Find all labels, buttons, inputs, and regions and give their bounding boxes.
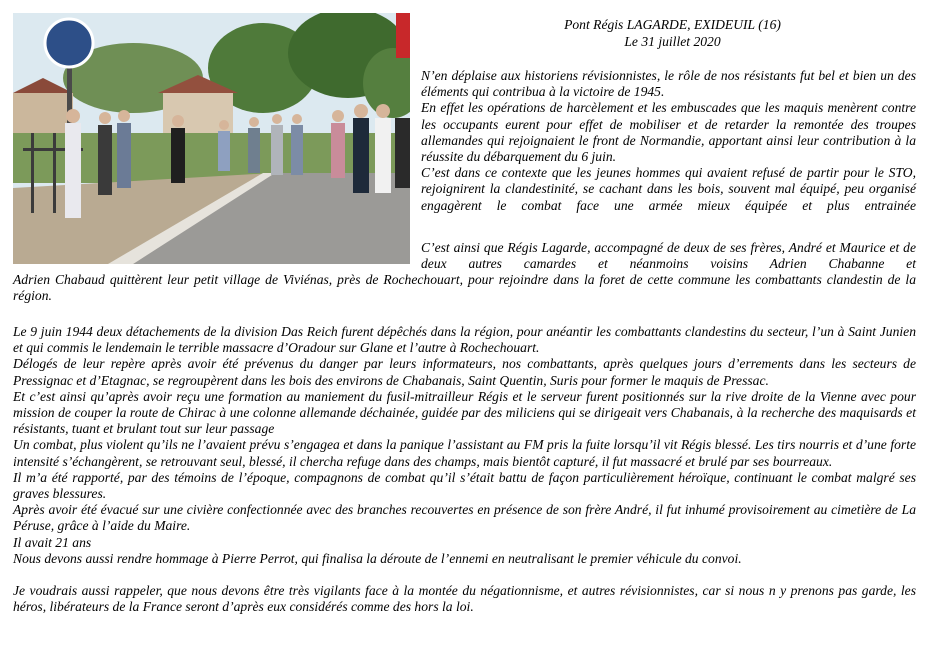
- ceremony-photo: [13, 13, 410, 264]
- intro-section: [421, 68, 916, 214]
- event-date: Le 31 juillet 2020: [624, 34, 721, 49]
- body-paragraph: Et c’est ainsi qu’après avoir reçu une formation au maniement du fusil-mitrailleur Régis et le serveur furent positionnés sur la rive droite de la Vienne avec pour mission de couper la route de Chirac à une colonne allemande déchainée, guidée par des miliciens qui se dirigeait vers Chabanais, à la recherche des maquisards et résistants, tuant et brulant tout sur leur passage: [13, 388, 916, 437]
- intro-paragraph: N’en déplaise aux historiens révisionnistes, le rôle de nos résistants fut bel et bien un des éléments qui contribua à la victoire de 1945.: [421, 68, 916, 100]
- main-text: [13, 324, 916, 615]
- body-paragraph: Nous devons aussi rendre hommage à Pierre Perrot, qui finalisa la déroute de l’ennemi en neutralisant le premier véhicule du convoi.: [13, 550, 742, 566]
- intro-paragraph: En effet les opérations de harcèlement et les embuscades que les maquis menèrent contre les occupants eurent pour effet de mobiliser et de retarder la remontée des troupes allemandes qui rejoignaient le front de Normandie, apportant ainsi leur contribution à la réussite du débarquement du 6 juin.: [421, 100, 916, 165]
- body-paragraph: Délogés de leur repère après avoir été prévenus du danger par leurs informateurs, nos combattants, après quelques jours d’errements dans les secteurs de Pressignac et d’Etagnac, se regroupèrent dans les bois des environs de Chabanais, Saint Quentin, Suris pour former le maquis de Pressac.: [13, 356, 916, 388]
- location-title: Pont Régis LAGARDE, EXIDEUIL (16): [564, 17, 781, 32]
- regis-paragraph-end: Adrien Chabaud quittèrent leur petit village de Viviénas, près de Rochechouart, pour rejoindre dans la foret de cette commune les combattants clandestin de la région.: [13, 272, 916, 304]
- body-paragraph: Le 9 juin 1944 deux détachements de la division Das Reich furent dépêchés dans la région, pour anéantir les combattants clandestins du secteur, l’un à Saint Junien et qui commis le lendemain le terrible massacre d’Oradour sur Glane et l’autre à Rochechouart.: [13, 324, 916, 356]
- body-paragraph: Après avoir été évacué sur une civière confectionnée avec des branches recouvertes en présence de son frère André, il fut inhumé provisoirement au cimetière de La Péruse, grâce à l’aide du Maire.: [13, 502, 916, 534]
- ceremony-photo-illustration: [13, 13, 410, 264]
- intro-paragraph: C’est dans ce contexte que les jeunes hommes qui avaient refusé de partir pour le STO, rejoignirent la clandestinité, se cachant dans les bois, souvent mal équipé, peu organisé engagèrent le combat face une armée mieux équipée et plus entrainée: [421, 165, 916, 213]
- body-paragraph: Il avait 21 ans: [13, 534, 92, 550]
- body-paragraph: Un combat, plus violent qu’ils ne l’avaient prévu s’engagea et dans la panique l’assistant au FM pris la fuite lorsqu’il vit Régis blessé. Les tirs nourris et d’une forte intensité s’échangèrent, se retrouvant seul, blessé, il chercha refuge dans des champs, mais bientôt capturé, il fut massacré et brulé par ses bourreaux.: [13, 437, 916, 469]
- closing-paragraph: Je voudrais aussi rappeler, que nous devons être très vigilants face à la montée du négationnisme, et autres révisionnistes, car si nous n y prenons pas garde, les héros, libérateurs de la France seront d’après eux considérés comme des hors la loi.: [13, 583, 916, 615]
- article-header: [430, 16, 915, 50]
- body-paragraph: Il m’a été rapporté, par des témoins de l’époque, compagnons de combat qu’il s’était battu de façon particulièrement héroïque, continuant le combat malgré ses graves blessures.: [13, 469, 916, 502]
- regis-paragraph-start: C’est ainsi que Régis Lagarde, accompagné de deux de ses frères, André et Maurice et de deux autres camardes et néanmoins voisins Adrien Chabanne et: [421, 240, 916, 272]
